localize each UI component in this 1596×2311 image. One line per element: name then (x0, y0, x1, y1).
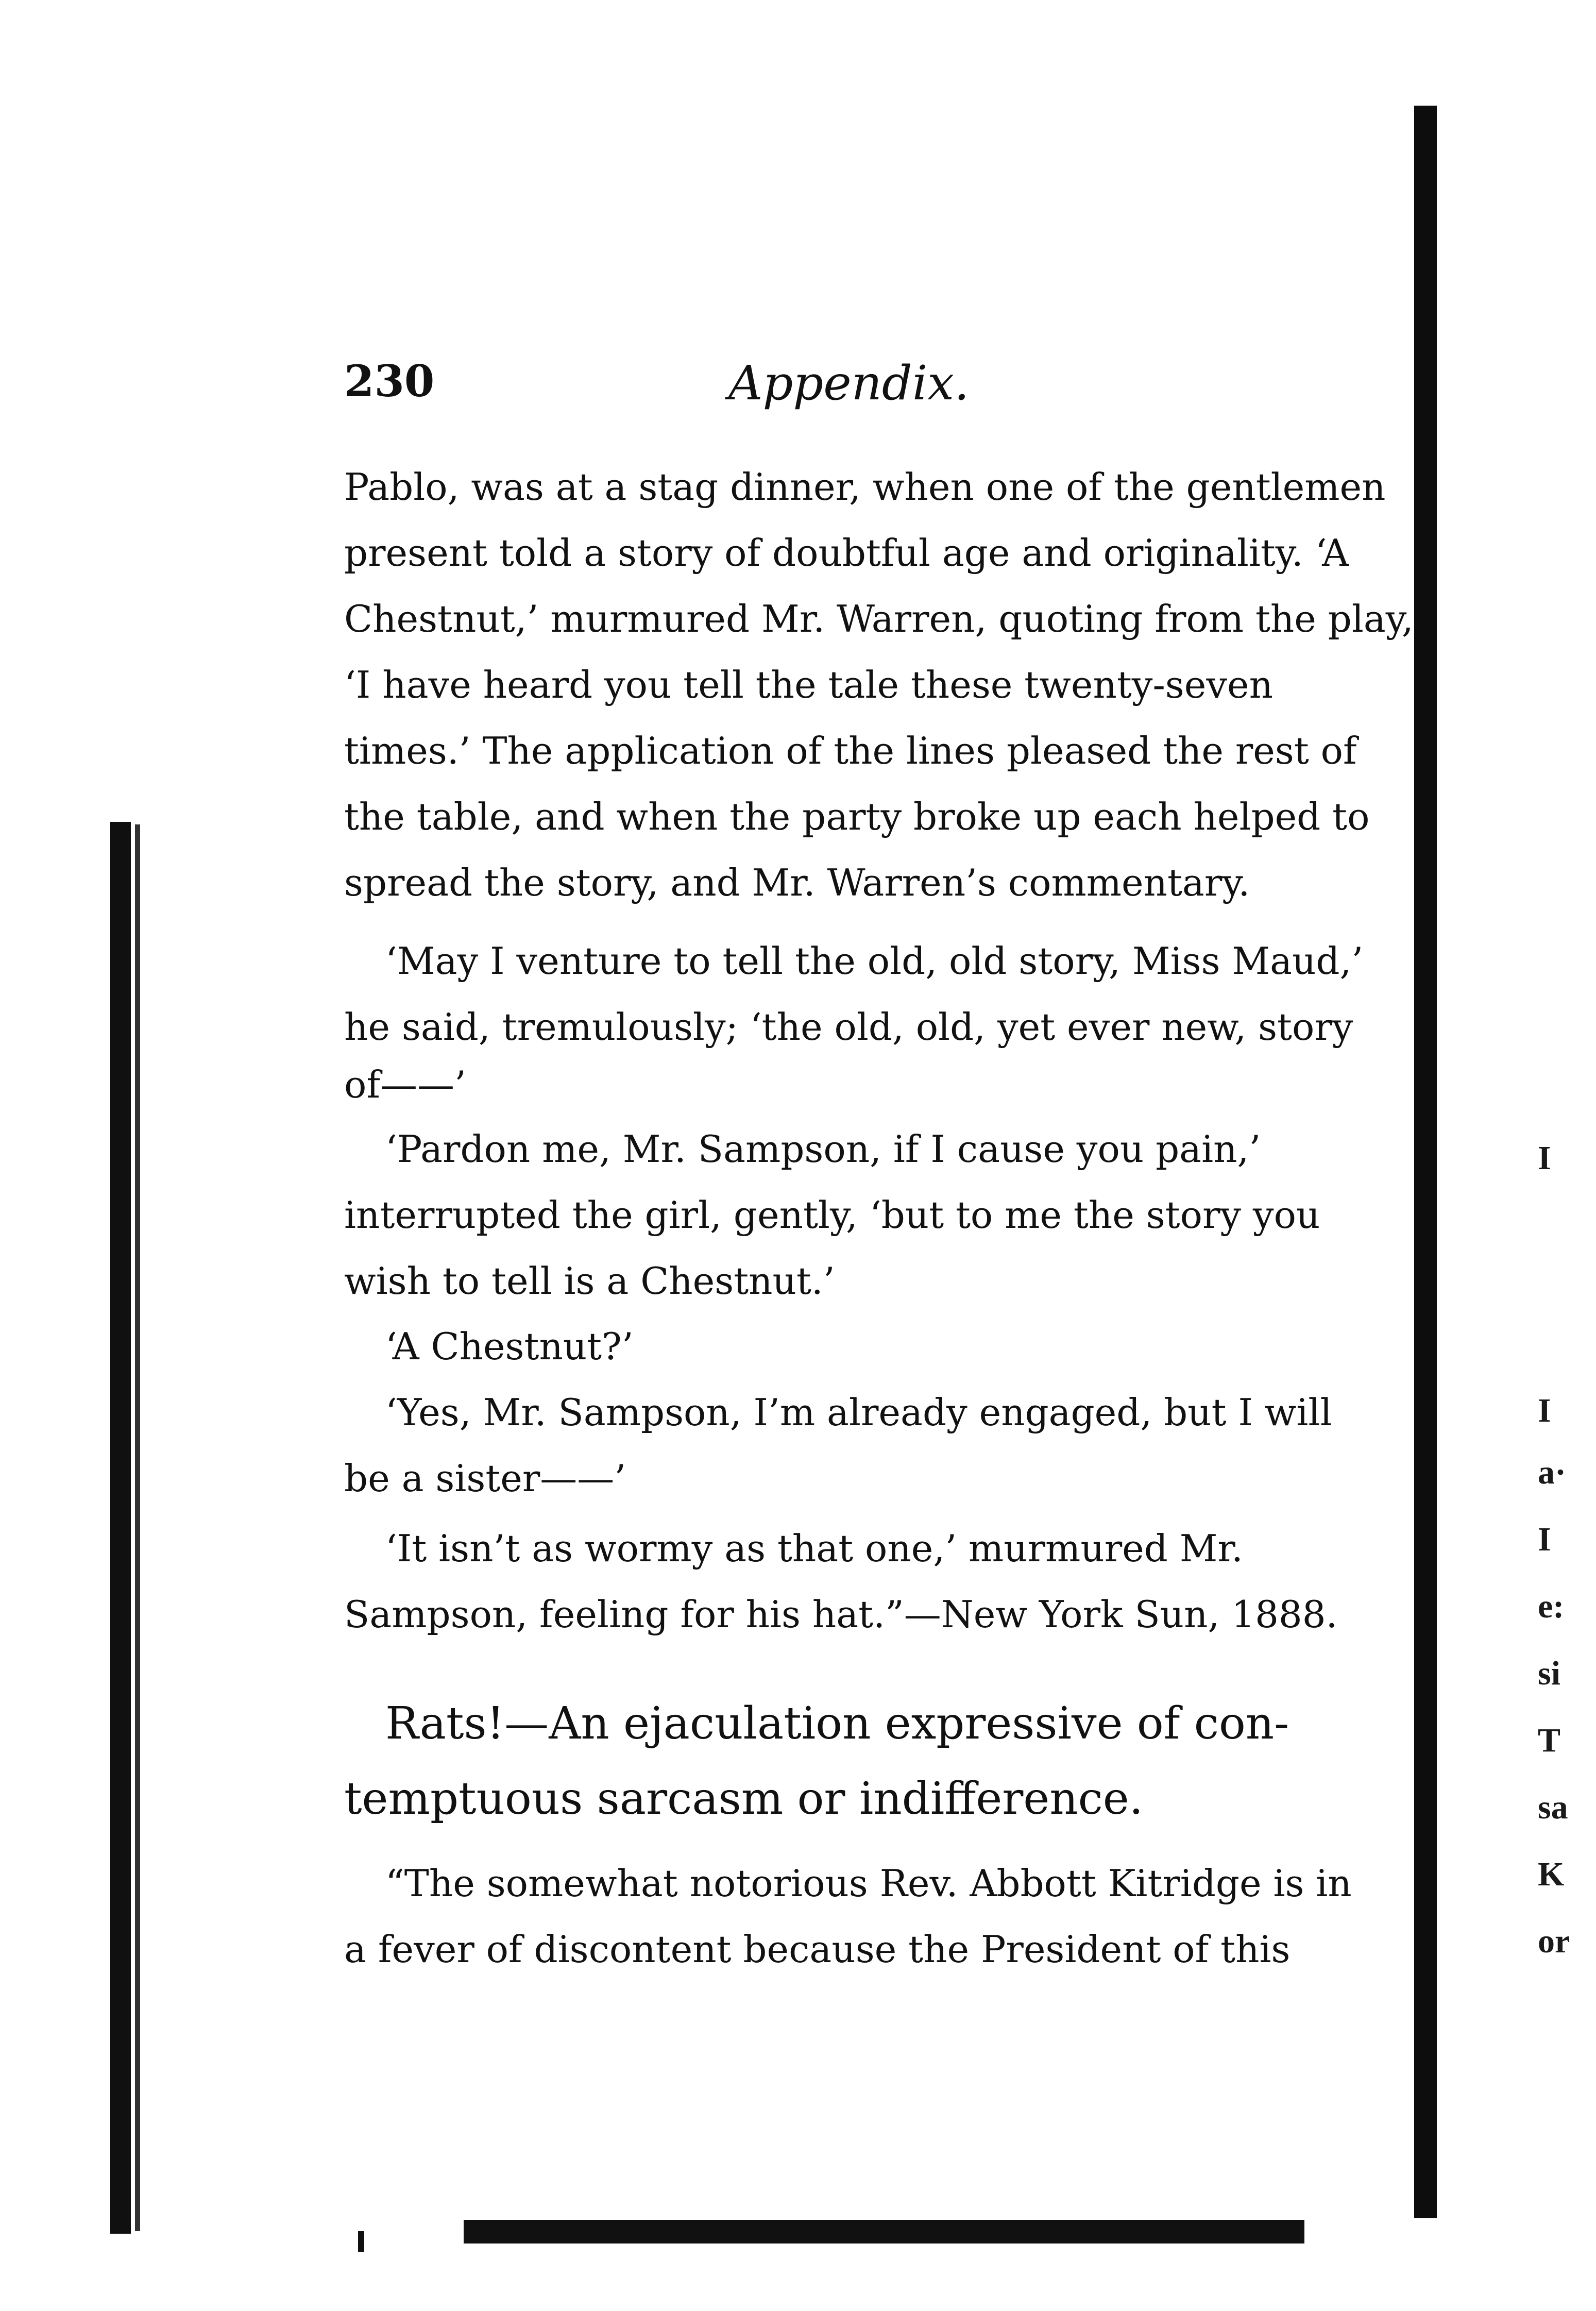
margin-fragment: sa (1538, 1789, 1568, 1826)
text-line: present told a story of doubtful age and originality. ‘A (344, 531, 1349, 575)
text-line: times.’ The application of the lines pleased the rest of (344, 729, 1357, 772)
running-title: Appendix. (728, 356, 970, 411)
text-line: the table, and when the party broke up each helped to (344, 795, 1370, 838)
text-line: he said, tremulously; ‘the old, old, yet ever new, story (344, 1005, 1353, 1049)
text-line: ‘It isn’t as wormy as that one,’ murmured Mr. (385, 1527, 1243, 1570)
text-line: a fever of discontent because the President of this (344, 1928, 1291, 1971)
left-page-edge-inner (135, 824, 140, 2231)
text-line: ‘Pardon me, Mr. Sampson, if I cause you pain,’ (385, 1127, 1261, 1171)
right-page-edge (1414, 106, 1437, 2218)
margin-fragment: a· (1538, 1454, 1567, 1491)
text-line: Pablo, was at a stag dinner, when one of the gentlemen (344, 465, 1386, 509)
text-line: ‘May I venture to tell the old, old story, Miss Maud,’ (385, 939, 1364, 983)
left-page-edge (110, 822, 131, 2234)
text-line: be a sister——’ (344, 1457, 626, 1500)
bottom-rule (464, 2220, 1304, 2243)
text-line: of——’ (344, 1063, 466, 1106)
bottom-mark (358, 2231, 364, 2252)
margin-fragment: or (1538, 1922, 1570, 1960)
entry-headword-line: Rats!—An ejaculation expressive of con- (385, 1698, 1289, 1749)
margin-fragment: I (1538, 1392, 1551, 1429)
page-header (344, 356, 1338, 417)
text-line: wish to tell is a Chestnut.’ (344, 1259, 835, 1303)
text-line: Sampson, feeling for his hat.”—New York Sun, 1888. (344, 1593, 1338, 1636)
text-line: “The somewhat notorious Rev. Abbott Kitridge is in (385, 1862, 1352, 1905)
margin-fragment: I (1538, 1521, 1551, 1558)
text-line: ‘A Chestnut?’ (385, 1325, 634, 1368)
entry-definition-line: temptuous sarcasm or indifference. (344, 1773, 1144, 1825)
margin-fragment: T (1538, 1722, 1561, 1759)
text-line: spread the story, and Mr. Warren’s commentary. (344, 861, 1250, 904)
text-line: Chestnut,’ murmured Mr. Warren, quoting from the play, (344, 597, 1414, 640)
text-line: ‘Yes, Mr. Sampson, I’m already engaged, but I will (385, 1391, 1332, 1434)
margin-fragment: si (1538, 1655, 1561, 1692)
text-line: interrupted the girl, gently, ‘but to me the story you (344, 1193, 1320, 1237)
text-line: ‘I have heard you tell the tale these twenty-seven (344, 663, 1273, 706)
page-number: 230 (344, 356, 435, 407)
margin-fragment: e: (1538, 1588, 1565, 1625)
margin-fragment: K (1538, 1855, 1565, 1893)
margin-fragment: I (1538, 1139, 1551, 1177)
